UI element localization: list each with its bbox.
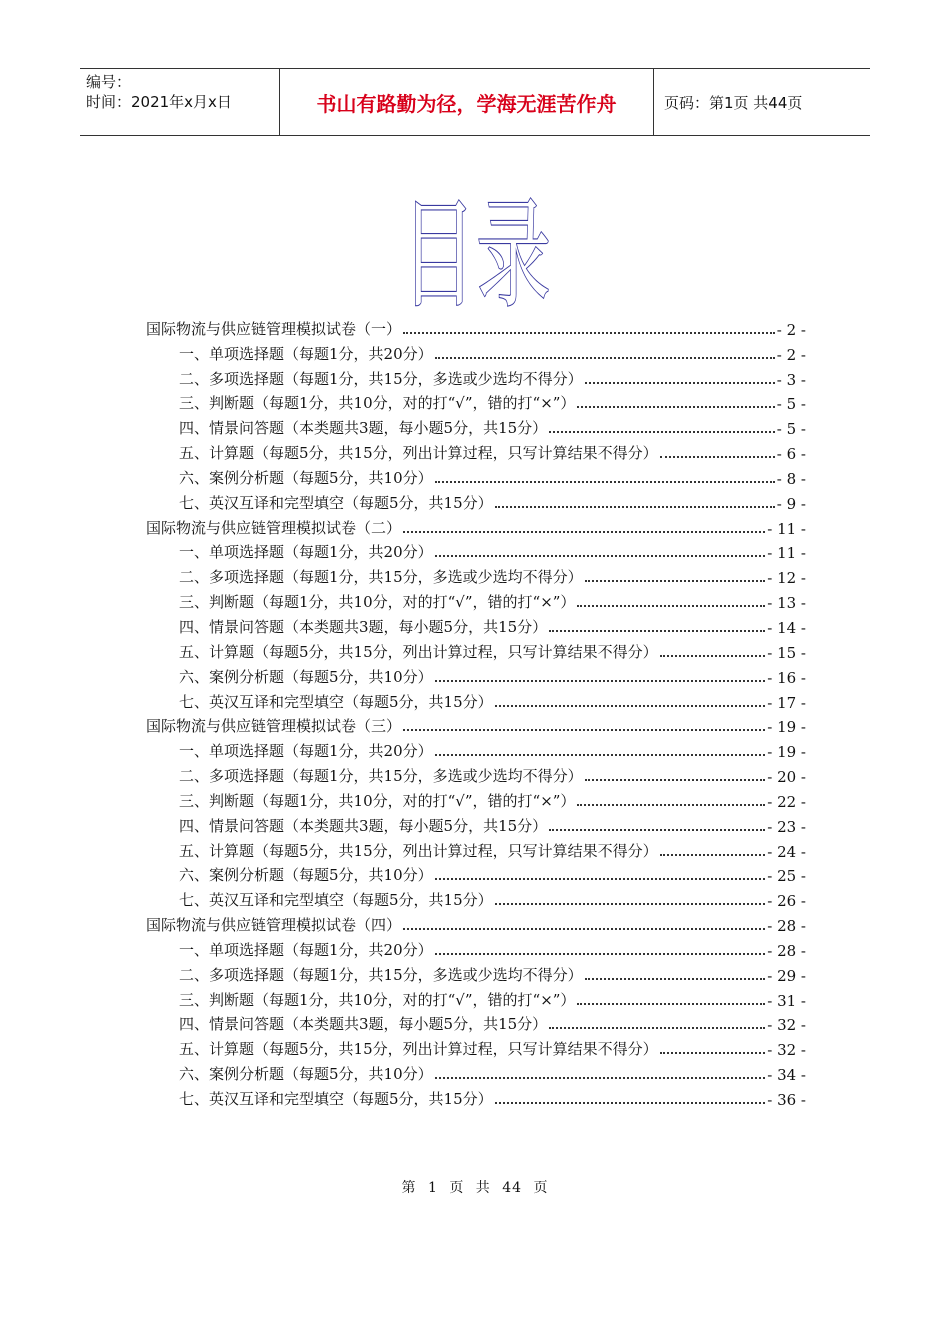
toc-subsection-entry[interactable] [146,612,806,637]
toc-leader-dots [435,356,775,359]
toc-subsection-entry[interactable] [146,1034,806,1059]
toc-entry-text: 国际物流与供应链管理模拟试卷（三） [146,717,402,736]
toc-entry-text: 六、案例分析题（每题5分，共10分） [179,1065,433,1084]
toc-subsection-entry[interactable] [146,488,806,513]
toc-subsection-entry[interactable] [146,438,806,463]
toc-leader-dots [577,803,765,806]
toc-entry-text: 二、多项选择题（每题1分，共15分，多选或少选均不得分） [179,965,583,984]
toc-subsection-entry[interactable] [146,413,806,438]
toc-leader-dots [435,679,766,682]
toc-leader-dots [435,877,766,880]
toc-subsection-entry[interactable] [146,389,806,414]
toc-entry-page: - 2 - [776,320,806,339]
toc-entry-page: - 34 - [767,1066,806,1085]
toc-entry-text: 国际物流与供应链管理模拟试卷（一） [146,319,402,338]
toc-leader-dots [495,704,766,707]
toc-leader-dots [435,1076,766,1079]
toc-leader-dots [549,629,765,632]
toc-leader-dots [549,430,775,433]
toc-leader-dots [495,1101,766,1104]
toc-entry-text: 一、单项选择题（每题1分，共20分） [179,543,433,562]
toc-entry-text: 四、情景问答题（本类题共3题，每小题5分，共15分） [179,1015,548,1034]
toc-entry-text: 五、计算题（每题5分，共15分，列出计算过程，只写计算结果不得分） [179,642,658,661]
footer-total: 44 [502,1180,523,1196]
toc-leader-dots [403,331,775,334]
footer-page: 1 [427,1180,438,1196]
table-of-contents [146,314,806,1109]
toc-leader-dots [585,778,766,781]
toc-entry-page: - 20 - [767,768,806,787]
toc-entry-page: - 8 - [776,469,806,488]
page-footer [0,1177,950,1197]
toc-entry-text: 六、案例分析题（每题5分，共10分） [179,468,433,487]
toc-title-text: 目录 [401,186,551,324]
toc-entry-page: - 25 - [767,867,806,886]
toc-entry-page: - 32 - [767,1016,806,1035]
toc-entry-page: - 5 - [776,420,806,439]
toc-entry-page: - 3 - [776,370,806,389]
toc-leader-dots [585,977,766,980]
toc-subsection-entry[interactable] [146,1010,806,1035]
toc-leader-dots [435,952,766,955]
toc-subsection-entry[interactable] [146,687,806,712]
toc-subsection-entry[interactable] [146,786,806,811]
toc-section-entry[interactable] [146,712,806,737]
toc-entry-text: 七、英汉互译和完型填空（每题5分，共15分） [179,891,493,910]
toc-entry-page: - 36 - [767,1091,806,1109]
toc-leader-dots [660,1051,766,1054]
toc-leader-dots [585,579,766,582]
toc-leader-dots [549,828,765,831]
toc-subsection-entry[interactable] [146,836,806,861]
toc-entry-page: - 17 - [767,693,806,712]
toc-leader-dots [585,381,775,384]
toc-leader-dots [577,1002,765,1005]
toc-subsection-entry[interactable] [146,960,806,985]
toc-entry-page: - 24 - [767,842,806,861]
toc-entry-page: - 2 - [776,345,806,364]
toc-entry-page: - 9 - [776,494,806,513]
toc-section-entry[interactable] [146,314,806,339]
toc-entry-text: 三、判断题（每题1分，共10分，对的打“√”，错的打“×”） [179,791,576,810]
date-label: 时间：2021年x月x日 [86,93,232,111]
toc-subsection-entry[interactable] [146,1059,806,1084]
toc-leader-dots [577,604,765,607]
toc-subsection-entry[interactable] [146,339,806,364]
toc-entry-page: - 28 - [767,941,806,960]
toc-entry-page: - 11 - [767,544,806,563]
toc-entry-text: 五、计算题（每题5分，共15分，列出计算过程，只写计算结果不得分） [179,1040,658,1059]
footer-pre: 第 [401,1180,417,1196]
toc-entry-page: - 15 - [767,643,806,662]
toc-entry-page: - 28 - [767,917,806,936]
toc-entry-text: 四、情景问答题（本类题共3题，每小题5分，共15分） [179,419,548,438]
toc-title [396,178,556,324]
toc-entry-text: 四、情景问答题（本类题共3题，每小题5分，共15分） [179,816,548,835]
toc-entry-page: - 12 - [767,569,806,588]
toc-leader-dots [549,1026,765,1029]
toc-subsection-entry[interactable] [146,811,806,836]
toc-leader-dots [435,753,766,756]
toc-subsection-entry[interactable] [146,736,806,761]
toc-entry-text: 一、单项选择题（每题1分，共20分） [179,940,433,959]
toc-entry-text: 国际物流与供应链管理模拟试卷（二） [146,518,402,537]
toc-subsection-entry[interactable] [146,985,806,1010]
footer-mid: 页 [449,1180,465,1196]
toc-entry-text: 三、判断题（每题1分，共10分，对的打“√”，错的打“×”） [179,394,576,413]
toc-entry-page: - 23 - [767,817,806,836]
header-motto: 书山有路勤为径，学海无涯苦作舟 [280,69,654,135]
toc-entry-page: - 29 - [767,966,806,985]
toc-entry-page: - 5 - [776,395,806,414]
toc-leader-dots [660,853,766,856]
toc-entry-text: 二、多项选择题（每题1分，共15分，多选或少选均不得分） [179,568,583,587]
header-meta [80,69,280,135]
toc-subsection-entry[interactable] [146,587,806,612]
toc-entry-text: 二、多项选择题（每题1分，共15分，多选或少选均不得分） [179,369,583,388]
toc-leader-dots [403,530,765,533]
toc-subsection-entry[interactable] [146,662,806,687]
toc-entry-text: 六、案例分析题（每题5分，共10分） [179,866,433,885]
toc-entry-page: - 6 - [776,445,806,464]
toc-subsection-entry[interactable] [146,885,806,910]
toc-subsection-entry[interactable] [146,538,806,563]
toc-entry-text: 七、英汉互译和完型填空（每题5分，共15分） [179,692,493,711]
toc-entry-text: 四、情景问答题（本类题共3题，每小题5分，共15分） [179,617,548,636]
toc-entry-page: - 19 - [767,743,806,762]
toc-entry-page: - 16 - [767,668,806,687]
toc-entry-page: - 26 - [767,892,806,911]
toc-leader-dots [660,455,775,458]
toc-subsection-entry[interactable] [146,463,806,488]
toc-subsection-entry[interactable] [146,935,806,960]
toc-leader-dots [435,480,775,483]
toc-subsection-entry[interactable] [146,364,806,389]
toc-section-entry[interactable] [146,910,806,935]
toc-leader-dots [435,554,766,557]
toc-entry-text: 国际物流与供应链管理模拟试卷（四） [146,916,402,935]
toc-entry-text: 五、计算题（每题5分，共15分，列出计算过程，只写计算结果不得分） [179,444,658,463]
header-page-info: 页码：第1页 共44页 [664,93,803,112]
toc-section-entry[interactable] [146,513,806,538]
toc-entry-page: - 14 - [767,618,806,637]
toc-entry-text: 五、计算题（每题5分，共15分，列出计算过程，只写计算结果不得分） [179,841,658,860]
toc-entry-page: - 11 - [767,519,806,538]
toc-entry-text: 七、英汉互译和完型填空（每题5分，共15分） [179,493,493,512]
toc-leader-dots [660,654,766,657]
toc-entry-page: - 32 - [767,1041,806,1060]
toc-entry-page: - 13 - [767,594,806,613]
toc-entry-text: 七、英汉互译和完型填空（每题5分，共15分） [179,1090,493,1108]
toc-entry-text: 六、案例分析题（每题5分，共10分） [179,667,433,686]
toc-entry-page: - 22 - [767,792,806,811]
toc-leader-dots [495,505,775,508]
toc-leader-dots [495,902,766,905]
toc-entry-text: 三、判断题（每题1分，共10分，对的打“√”，错的打“×”） [179,593,576,612]
toc-entry-text: 一、单项选择题（每题1分，共20分） [179,742,433,761]
toc-subsection-entry[interactable] [146,562,806,587]
serial-label: 编号： [86,73,132,91]
toc-entry-page: - 31 - [767,991,806,1010]
toc-entry-text: 三、判断题（每题1分，共10分，对的打“√”，错的打“×”） [179,990,576,1009]
toc-entry-text: 一、单项选择题（每题1分，共20分） [179,344,433,363]
footer-gong: 共 [475,1180,491,1196]
footer-post: 页 [533,1180,549,1196]
toc-subsection-entry[interactable] [146,861,806,886]
toc-subsection-entry[interactable] [146,637,806,662]
toc-subsection-entry[interactable] [146,761,806,786]
toc-leader-dots [403,927,765,930]
toc-entry-page: - 19 - [767,718,806,737]
toc-leader-dots [403,728,765,731]
toc-leader-dots [577,405,774,408]
toc-subsection-entry[interactable] [146,1084,806,1109]
toc-entry-text: 二、多项选择题（每题1分，共15分，多选或少选均不得分） [179,767,583,786]
page-header [80,68,870,136]
